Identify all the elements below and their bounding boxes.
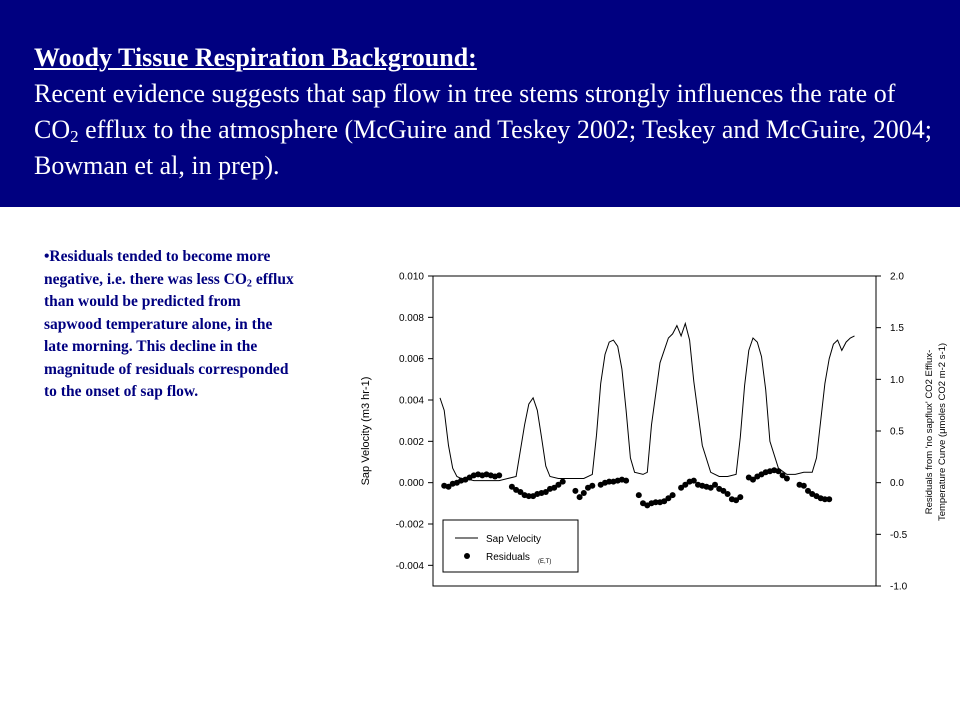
bullet-text-end: efflux than would be predicted from sapwood temperature alone, in the late morning. This decline in the magnitude of residuals corresponded to the onset of sap flow. (44, 270, 294, 400)
right-tick-label: -0.5 (890, 529, 908, 541)
legend-line-label: Sap Velocity (486, 534, 542, 545)
left-tick-label: -0.002 (395, 519, 424, 531)
residual-point (589, 483, 595, 489)
sap-velocity-line (440, 324, 855, 481)
left-tick-label: 0.002 (398, 436, 424, 448)
header-body-subscript: 2 (70, 127, 79, 147)
residual-point (581, 490, 587, 496)
right-tick-label: 1.5 (890, 323, 904, 335)
header-body-text: Recent evidence suggests that sap flow in tree stems strongly influences the rate of CO (34, 79, 896, 144)
residual-point (725, 491, 731, 497)
residual-point (572, 488, 578, 494)
residual-point (623, 478, 629, 484)
left-tick-label: 0.004 (398, 395, 424, 407)
right-axis-label-line-1: Residuals from 'no sapflux' CO2 Efflux- (924, 349, 935, 515)
residual-point (670, 492, 676, 498)
residual-point (826, 496, 832, 502)
residual-point (496, 472, 502, 478)
legend-point-swatch (464, 553, 470, 559)
right-tick-label: 2.0 (890, 271, 904, 283)
left-axis (396, 272, 433, 572)
legend-point-subscript: (E,T) (538, 559, 552, 565)
legend-box (443, 520, 578, 572)
left-tick-label: 0.010 (398, 271, 424, 283)
residual-point (636, 492, 642, 498)
right-axis (876, 272, 908, 593)
residual-points (441, 467, 832, 508)
bullet-subscript: 2 (246, 278, 252, 290)
residual-point (801, 483, 807, 489)
bullet-text-start: •Residuals tended to become more negative, i.e. there was less CO (44, 248, 271, 288)
left-tick-label: 0.008 (398, 312, 424, 324)
left-tick-label: 0.000 (398, 478, 424, 490)
right-tick-label: 0.5 (890, 426, 904, 438)
right-tick-label: -1.0 (890, 581, 908, 593)
legend-point-label: Residuals (486, 552, 530, 563)
right-axis-label-line-2: Temperature Curve (μmoles CO2 m-2 s-1) (937, 342, 948, 522)
left-tick-label: 0.006 (398, 354, 424, 366)
right-tick-label: 0.0 (890, 478, 904, 490)
page-title: Woody Tissue Respiration Background: (34, 43, 477, 72)
left-tick-label: -0.004 (395, 560, 424, 572)
residual-point (560, 479, 566, 485)
residual-point (737, 494, 743, 500)
header-body-text-end: efflux to the atmosphere (McGuire and Teskey 2002; Teskey and McGuire, 2004; Bowman et al, in prep). (34, 115, 933, 180)
legend (443, 520, 578, 572)
right-tick-label: 1.0 (890, 374, 904, 386)
residual-point (784, 476, 790, 482)
left-axis-label: Sap Velocity (m3 hr-1) (360, 376, 372, 486)
